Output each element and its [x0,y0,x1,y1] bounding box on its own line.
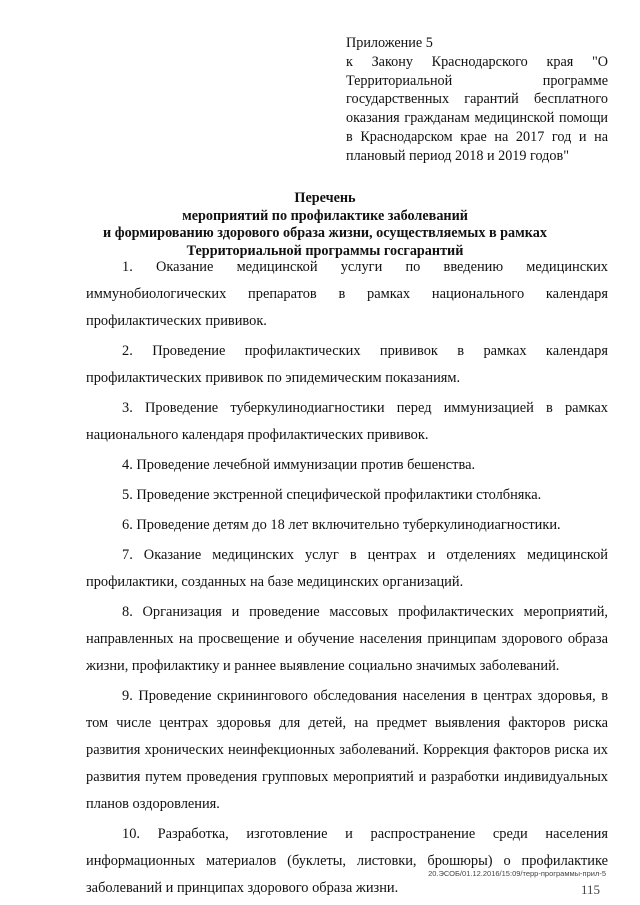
page-number: 115 [580,882,600,897]
title-line-1: Перечень [294,190,356,206]
list-item: 4. Проведение лечебной иммунизации против бешенства. [122,457,476,473]
annex-reference [346,34,608,166]
list-item: 10. Разработка, изготовление и распространение среди населения информационных материалов (буклеты, листовки, брошюры) о профилактике заболеваний и принципах здорового образа жизни. [86,826,608,896]
document-title [100,190,550,260]
list-item: 1. Оказание медицинской услуги по введению медицинских иммунобиологических препаратов в рамках национального календаря профилактических прививок. [86,259,608,329]
list-item: 7. Оказание медицинских услуг в центрах и отделениях медицинской профилактики, созданных на базе медицинских организаций. [86,547,608,590]
list-item: 9. Проведение скринингового обследования населения в центрах здоровья, в том числе центрах здоровья для детей, на предмет выявления факторов риска развития хронических неинфекционных заболеваний. Коррекция факторов риска их развития путем проведения групповых мероприятий и разработки индивидуальных планов оздоровления. [86,688,608,812]
list-item: 8. Организация и проведение массовых профилактических мероприятий, направленных на просвещение и обучение населения принципам здорового образа жизни, профилактику и раннее выявление социально значимых заболеваний. [86,604,608,674]
measures-list [86,254,608,905]
list-item: 2. Проведение профилактических прививок в рамках календаря профилактических прививок по эпидемическим показаниям. [86,343,608,386]
title-line-4: Территориальной программы госгарантий [186,242,464,259]
annex-heading: Приложение 5 [346,35,433,51]
document-footer-code: 20.ЭСОБ/01.12.2016/15:09/терр-программы-прил-5 [428,869,606,878]
title-line-3: и формированию здорового образа жизни, осуществляемых в рамках [103,225,547,241]
list-item: 5. Проведение экстренной специфической профилактики столбняка. [122,487,542,503]
annex-law-reference: к Закону Краснодарского края "О Территориальной программе государственных гарантий бесплатного оказания гражданам медицинской помощи в Краснодарском крае на 2017 год и на плановый период 2018 и 2019 годов" [346,53,608,164]
list-item: 6. Проведение детям до 18 лет включительно туберкулинодиагностики. [122,517,561,533]
title-line-2: мероприятий по профилактике заболеваний [182,207,468,224]
list-item: 3. Проведение туберкулинодиагностики перед иммунизацией в рамках национального календаря профилактических прививок. [86,400,608,443]
